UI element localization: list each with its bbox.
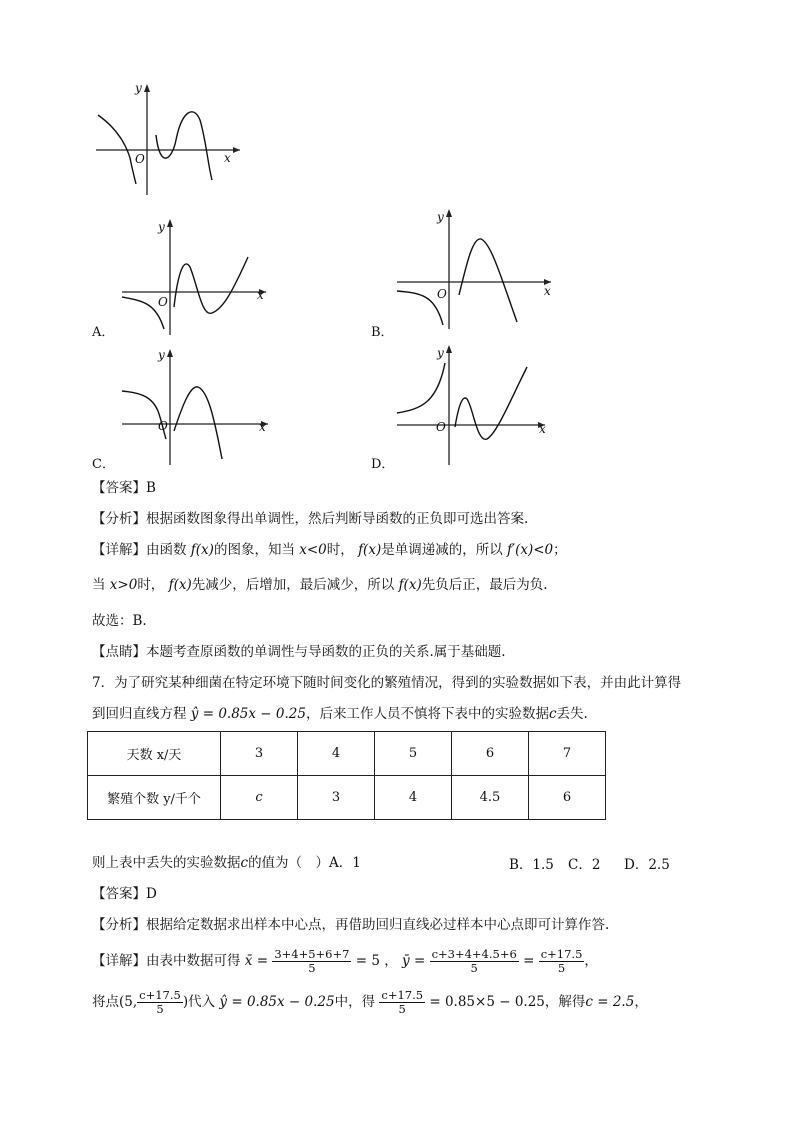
analysis-text: 根据给定数据求出样本中心点，再借助回归直线必过样本中心点即可计算作答. — [146, 917, 610, 933]
y-label: y — [437, 346, 444, 360]
fraction — [379, 989, 425, 1016]
text: ，后来工作人员不慎将下表中的实验数据 — [305, 706, 549, 722]
option-c-label[interactable]: C． — [92, 457, 115, 472]
q6-answer — [92, 478, 156, 498]
x-label: x — [259, 420, 266, 434]
text: 先负后正，最后为负. — [421, 577, 548, 593]
q6-detail-2 — [92, 575, 548, 595]
fraction — [137, 989, 183, 1016]
denominator: 5 — [557, 961, 566, 975]
numerator: c+17.5 — [139, 988, 181, 1002]
table-cell: 4 — [375, 776, 452, 820]
fraction — [539, 948, 585, 975]
option-b-label[interactable]: B． — [371, 325, 394, 340]
text: 时， — [326, 542, 354, 558]
q7-option-b[interactable]: B．1.5 — [509, 857, 554, 873]
text: (5, — [119, 994, 138, 1010]
q7-detail-1: 【详解】由表中数据可得 x̄ = $\frac{3+4+5+6+7}{5}$ = 5 ， ȳ = $\frac{c+3+4+4.5+6}{5}$ = $\frac{c+17.5}{5}$ ， — [92, 947, 598, 975]
numerator: c+17.5 — [540, 947, 583, 961]
q6-choose: 故选：B. — [92, 613, 147, 629]
math-c: c — [548, 706, 557, 722]
comment-text: 本题考查原函数的单调性与导函数的正负的关系.属于基础题. — [146, 644, 506, 660]
q7-option-c[interactable]: C．2 — [568, 857, 601, 873]
table-cell: 5 — [375, 732, 452, 776]
table-cell: 4 — [298, 732, 375, 776]
q6-detail-1 — [92, 540, 567, 560]
text: 中，得 — [334, 994, 376, 1010]
table-row — [88, 776, 606, 820]
option-a-label[interactable]: A． — [92, 325, 115, 340]
analysis-tag: 【分析】 — [92, 917, 146, 933]
answer-value: B — [146, 480, 156, 496]
analysis-text: 根据函数图象得出单调性，然后判断导函数的正负即可选出答案. — [146, 511, 529, 527]
text: = 5 ， — [355, 953, 398, 969]
analysis-tag: 【分析】 — [92, 511, 146, 527]
math-derivative: f′(x)<0 — [507, 542, 554, 558]
text: ， — [634, 994, 648, 1010]
data-table — [87, 731, 606, 820]
q6-analysis — [92, 509, 528, 529]
origin-label: O — [436, 420, 446, 434]
math-fx: f(x) — [398, 577, 422, 593]
q7-answer — [92, 884, 157, 904]
table-cell: 7 — [529, 732, 606, 776]
y-label: y — [135, 81, 142, 95]
table-row — [88, 732, 606, 776]
regression-equation: ŷ = 0.85x − 0.25 — [190, 706, 306, 722]
text: 丢失. — [556, 706, 588, 722]
text: 将点 — [92, 994, 119, 1010]
result: c = 2.5 — [585, 994, 635, 1010]
math-ybar: ȳ = — [402, 953, 426, 969]
table-cell: 3 — [221, 732, 298, 776]
table-cell: 6 — [529, 776, 606, 820]
text: 代入 — [188, 994, 216, 1010]
q7-stem-1: 7．为了研究某种细菌在特定环境下随时间变化的繁殖情况，得到的实验数据如下表，并由此计算得 — [92, 675, 682, 691]
text: 到回归直线方程 — [92, 706, 187, 722]
table-cell: 6 — [452, 732, 529, 776]
math-c: c — [240, 855, 249, 871]
question-graph — [90, 80, 250, 200]
row-header: 天数 x/天 — [88, 732, 221, 776]
regression-equation: ŷ = 0.85x − 0.25 — [219, 994, 335, 1010]
q7-stem-2 — [92, 704, 588, 724]
text: 的值为（ ）A．1 — [248, 855, 361, 871]
x-label: x — [257, 288, 264, 302]
denominator: 5 — [470, 961, 478, 975]
y-label: y — [437, 210, 444, 224]
q6-comment — [92, 642, 506, 662]
y-label: y — [158, 220, 165, 234]
answer-tag: 【答案】 — [92, 886, 146, 902]
q7-question — [92, 853, 361, 873]
math-condition: x>0 — [109, 577, 138, 593]
option-d-graph — [393, 343, 553, 468]
fraction — [430, 948, 519, 975]
table-cell: 4.5 — [452, 776, 529, 820]
option-c-graph — [118, 347, 278, 469]
math-fx: f(x) — [358, 542, 382, 558]
row-header: 繁殖个数 y/千个 — [88, 776, 221, 820]
numerator: 3+4+5+6+7 — [274, 947, 350, 961]
text: 先减少，后增加，最后减少，所以 — [191, 577, 395, 593]
y-label: y — [158, 348, 165, 362]
origin-label: O — [158, 295, 168, 309]
x-label: x — [539, 422, 546, 436]
option-b-graph — [393, 207, 563, 332]
text: 时， — [137, 577, 165, 593]
option-d-label[interactable]: D． — [371, 457, 395, 472]
denominator: 5 — [308, 961, 316, 975]
denominator: 5 — [156, 1002, 164, 1016]
math-fx: f(x) — [190, 542, 214, 558]
text: ，解得 — [544, 994, 586, 1010]
text: ， — [584, 953, 598, 969]
q7-analysis — [92, 915, 609, 935]
text: 的图象，知当 — [213, 542, 295, 558]
math-fx: f(x) — [168, 577, 192, 593]
text: 由函数 — [146, 542, 187, 558]
origin-label: O — [158, 419, 168, 433]
numerator: c+17.5 — [381, 988, 424, 1002]
table-cell: 3 — [298, 776, 375, 820]
q7-detail-2 — [92, 987, 648, 1017]
text: 则上表中丢失的实验数据 — [92, 855, 241, 871]
answer-tag: 【答案】 — [92, 480, 146, 496]
detail-tag: 【详解】 — [92, 953, 146, 969]
text: ) — [182, 994, 189, 1010]
numerator: c+3+4+4.5+6 — [431, 947, 517, 961]
text: ； — [553, 542, 567, 558]
fraction — [272, 948, 351, 975]
text: 是单调递减的，所以 — [381, 542, 503, 558]
denominator: 5 — [398, 1002, 406, 1016]
detail-tag: 【详解】 — [92, 542, 146, 558]
origin-label: O — [135, 152, 145, 166]
q7-option-d[interactable]: D．2.5 — [624, 857, 670, 873]
origin-label: O — [437, 287, 447, 301]
comment-tag: 【点睛】 — [92, 644, 146, 660]
math-condition: x<0 — [299, 542, 327, 558]
text: = 0.85×5 − 0.25 — [429, 994, 545, 1010]
x-label: x — [544, 284, 551, 298]
text: 由表中数据可得 — [146, 953, 241, 969]
text: 当 — [92, 577, 106, 593]
answer-value: D — [146, 886, 157, 902]
table-cell: c — [221, 776, 298, 820]
math-xbar: x̄ = — [244, 953, 269, 969]
x-label: x — [224, 151, 231, 165]
option-a-graph — [118, 217, 278, 337]
